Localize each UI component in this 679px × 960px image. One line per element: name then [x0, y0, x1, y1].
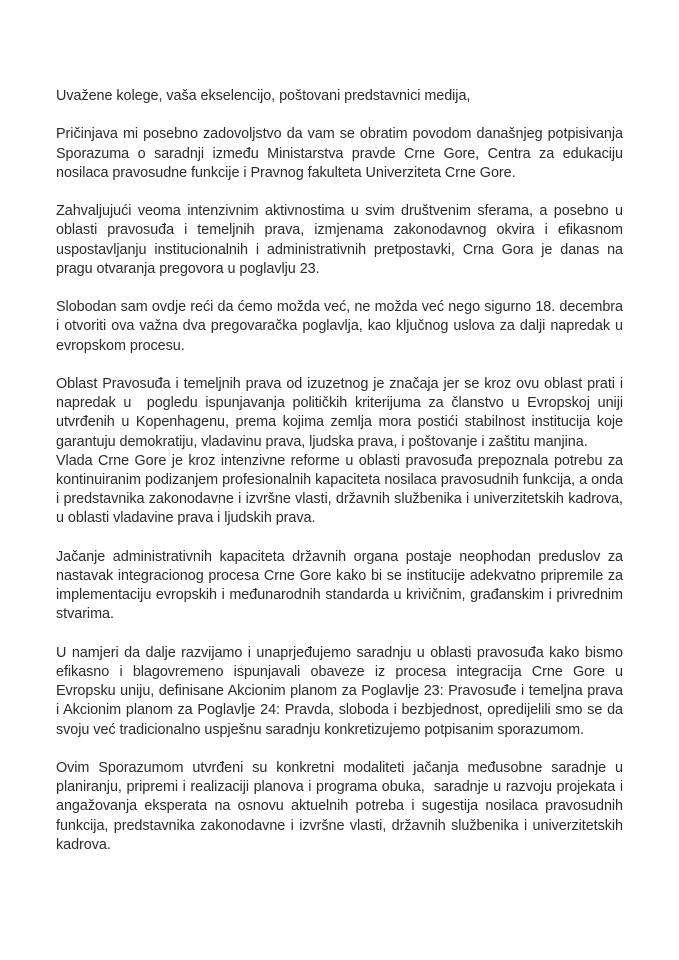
- document-body: [56, 87, 627, 874]
- paragraph-agreement-signing: Pričinjava mi posebno zadovoljstvo da vam se obratim povodom današnjeg potpisivanja Sporazuma o saradnji između Ministarstva pravde Crne Gore, Centra za edukaciju nosilaca pravosudne funkcije i Pravnog fakulteta Univerziteta Crne Gore.: [56, 126, 627, 181]
- paragraph-judiciary-importance: Oblast Pravosuđa i temeljnih prava od izuzetnog je značaja jer se kroz ovu oblast prati i napredak u pogledu ispunjavanja političkih kriterijuma za članstvo u Evropskoj uniji utvrđenih u Kopenhagenu, prema kojima zemlja mora postići stabilnost institucija koje garantuju demokratiju, vladavinu prava, ljudska prava, i poštovanje i zaštitu manjina.: [56, 375, 627, 450]
- paragraph-government-reforms: Vlada Crne Gore je kroz intenzivne reforme u oblasti pravosuđa prepoznala potrebu za kontinuiranim podizanjem profesionalnih kapaciteta nosilaca pravosudnih funkcija, a onda i predstavnika zakonodavne i izvršne vlasti, državnih službenika i univerzitetskih kadrova, u oblasti vladavine prava i ljudskih prava.: [56, 452, 627, 527]
- paragraph-december-chapters: Slobodan sam ovdje reći da ćemo možda već, ne možda već nego sigurno 18. decembra i otvoriti ova važna dva pregovaračka poglavlja, kao ključnog uslova za dalji napredak u evropskom procesu.: [56, 299, 627, 354]
- paragraph-administrative-capacity: Jačanje administrativnih kapaciteta državnih organa postaje neophodan preduslov za nastavak integracionog procesa Crne Gore kako bi se institucije adekvatno pripremile za implementaciju evropskih i međunarodnih standarda u krivičnim, građanskim i privrednim stvarima.: [56, 548, 627, 623]
- paragraph-agreement-modalities: Ovim Sporazumom utvrđeni su konkretni modaliteti jačanja međusobne saradnje u planiranju, pripremi i realizaciji planova i programa obuka, saradnje u razvoju projekata i angažovanja eksperata na osnovu aktuelnih potreba i sugestija nosilaca pravosudnih funkcija, predstavnika zakonodavne i izvršne vlasti, državnih službenika i univerzitetskih kadrova.: [56, 760, 627, 853]
- paragraph-chapter-23-progress: Zahvaljujući veoma intenzivnim aktivnostima u svim društvenim sferama, a posebno u oblasti pravosuđa i temeljnih prava, izmjenama zakonodavnog okvira i efikasnom uspostavljanju institucionalnih i administrativnih pretpostavki, Crna Gora je danas na pragu otvaranja pregovora u poglavlju 23.: [56, 203, 627, 277]
- greeting-line: Uvažene kolege, vaša ekselencijo, poštovani predstavnici medija,: [56, 88, 471, 104]
- paragraph-action-plans: U namjeri da dalje razvijamo i unaprjeđujemo saradnju u oblasti pravosuđa kako bismo efikasno i blagovremeno ispunjavali obaveze iz procesa integracija Crne Gore u Evropsku uniju, definisane Akcionim planom za Poglavlje 23: Pravosuđe i temeljna prava i Akcionim planom za Poglavlje 24: Pravda, sloboda i bezbjednost, opredijelili smo se da svoju već tradicionalno uspješnu saradnju konkretizujemo potpisanim sporazumom.: [56, 644, 627, 738]
